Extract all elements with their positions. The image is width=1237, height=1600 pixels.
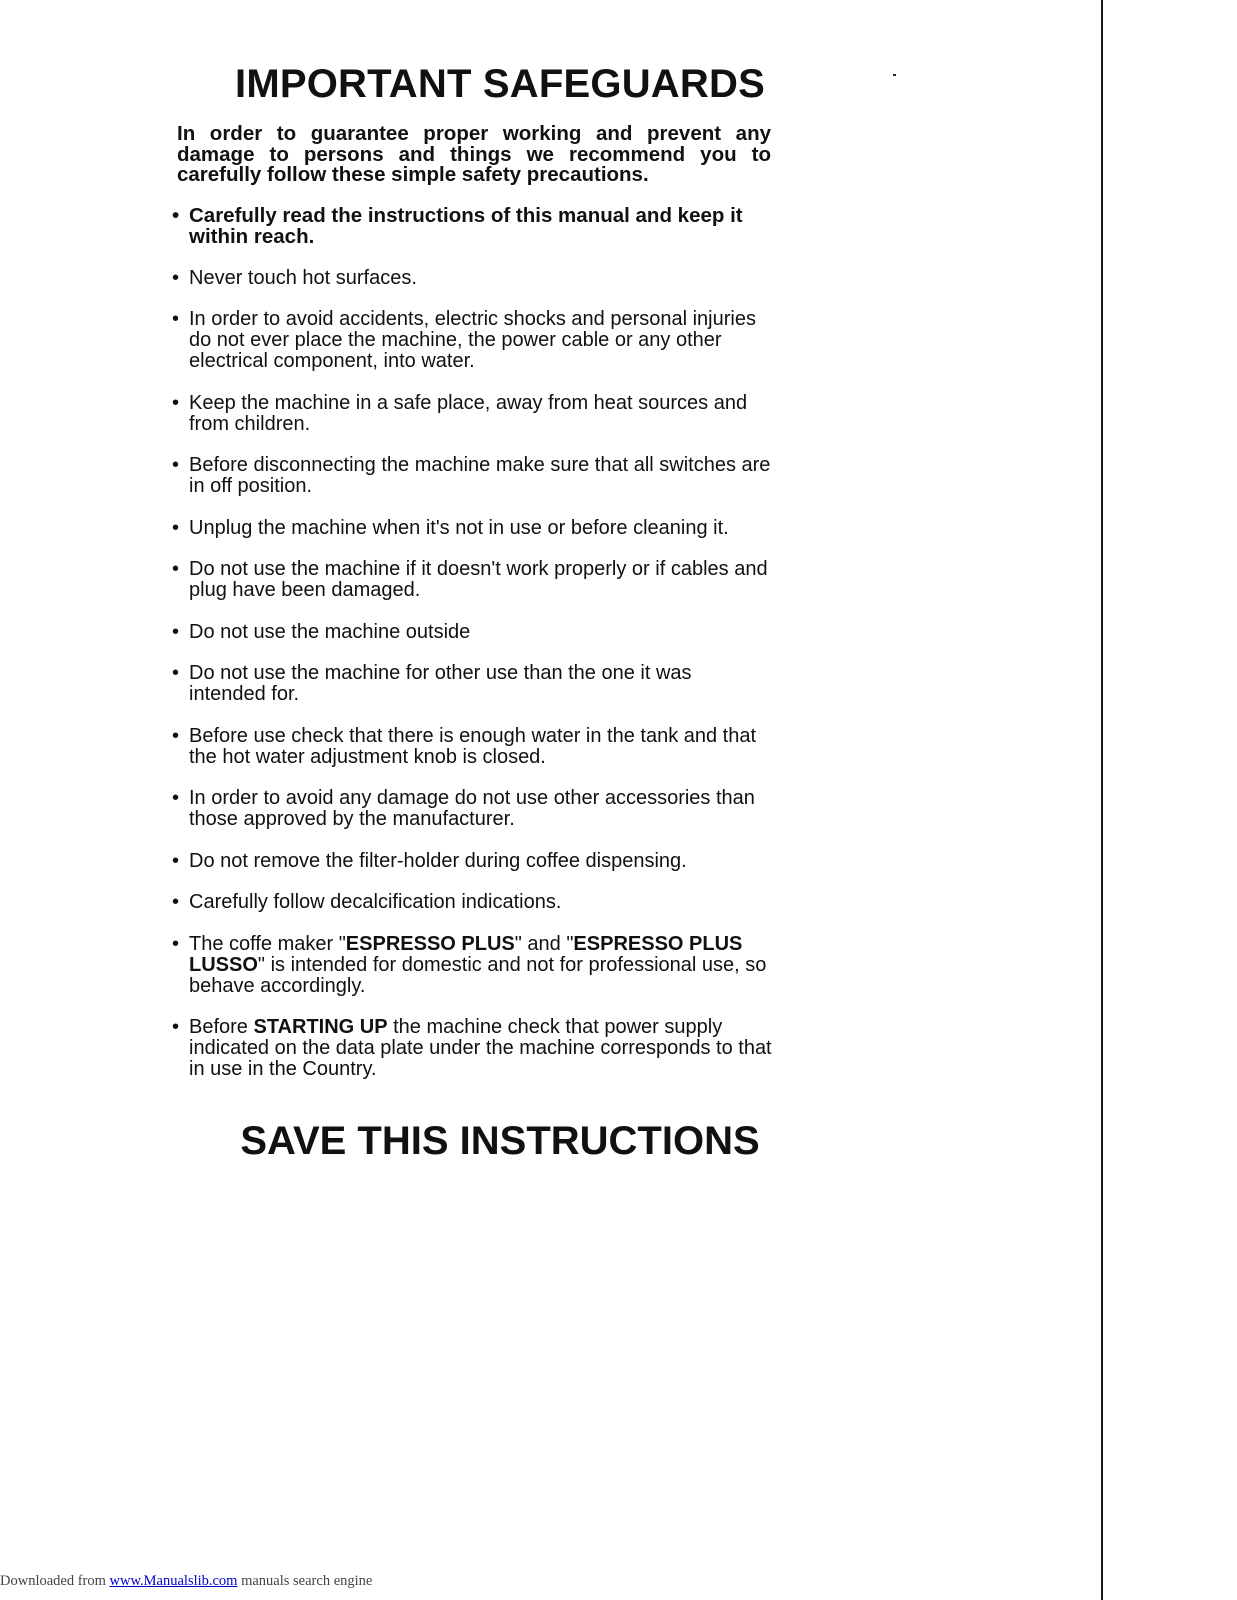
item-text-bold-starting-up: STARTING UP — [253, 1016, 388, 1038]
manualslib-link[interactable]: www.Manualslib.com — [109, 1573, 238, 1589]
intro-paragraph: In order to guarantee proper working and prevent any damage to persons and things we recommend you to carefully follow these simple safety precautions. — [177, 122, 771, 186]
item-text-bold-model-1: ESPRESSO PLUS — [345, 932, 515, 955]
item-text-pre: Before — [189, 1016, 254, 1038]
list-item: • Carefully follow decalcification indications. — [172, 892, 772, 913]
list-item: • In order to avoid accidents, electric shocks and personal injuries do not ever place the machine, the power cable or any other electrical component, into water. — [172, 309, 772, 372]
save-instructions-heading: SAVE THIS INSTRUCTIONS — [240, 1119, 760, 1163]
item-text-post: the machine check that power supply indicated on the data plate under the machine corresponds to that in use in the Country. — [189, 1016, 772, 1080]
list-item: • In order to avoid any damage do not use other accessories than those approved by the manufacturer. — [172, 788, 772, 830]
page-title: IMPORTANT SAFEGUARDS — [235, 62, 765, 106]
item-text-pre: The coffe maker " — [189, 932, 346, 955]
list-item: • Carefully read the instructions of this manual and keep it within reach. — [172, 205, 772, 247]
item-text-post: " is intended for domestic and not for professional use, so behave accordingly. — [189, 953, 767, 997]
list-item: • Do not use the machine if it doesn't work properly or if cables and plug have been damaged. — [172, 559, 772, 601]
item-text-bold-model-2: ESPRESSO PLUS LUSSO — [189, 932, 743, 976]
download-footer — [0, 1572, 372, 1590]
list-item: • Do not use the machine for other use than the one it was intended for. — [172, 663, 772, 705]
list-item: • Unplug the machine when it's not in use or before cleaning it. — [172, 518, 772, 539]
list-item-power-supply — [172, 1017, 772, 1080]
list-item: • Keep the machine in a safe place, away from heat sources and from children. — [172, 393, 772, 435]
item-text-mid: " and " — [514, 932, 574, 955]
download-prefix: Downloaded from — [0, 1573, 110, 1589]
list-item: • Never touch hot surfaces. — [172, 268, 772, 289]
list-item: • Do not use the machine outside — [172, 622, 772, 643]
list-item-domestic-use — [172, 934, 772, 997]
page-edge-rule — [1101, 0, 1103, 1600]
list-item: • Do not remove the filter-holder during coffee dispensing. — [172, 851, 772, 872]
list-item: • Before disconnecting the machine make sure that all switches are in off position. — [172, 455, 772, 497]
scan-speck — [893, 74, 896, 76]
list-item: • Before use check that there is enough water in the tank and that the hot water adjustment knob is closed. — [172, 726, 772, 768]
download-suffix: manuals search engine — [237, 1573, 373, 1589]
safeguards-list — [172, 205, 772, 1101]
